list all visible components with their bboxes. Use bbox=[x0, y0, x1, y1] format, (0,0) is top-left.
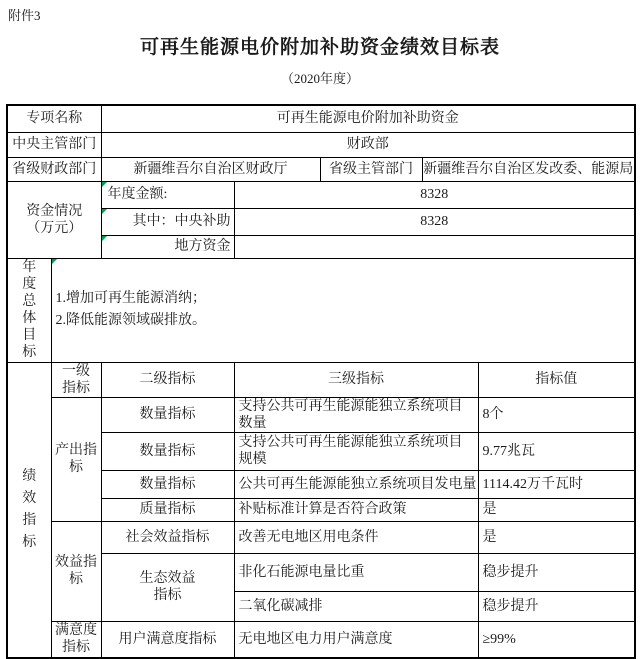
indicator-level3: 二氧化碳减排 bbox=[234, 591, 478, 621]
group-benefit-label: 效益指标 bbox=[51, 521, 101, 621]
group-satisfaction-label: 满意度指标 bbox=[51, 621, 101, 658]
row-annual-goal bbox=[7, 258, 635, 362]
perf-section-label-text: 绩效指标 bbox=[22, 468, 37, 550]
header-value: 指标值 bbox=[478, 362, 635, 397]
perf-row bbox=[7, 397, 635, 432]
group-output-label: 产出指标 bbox=[51, 397, 101, 521]
row-funding-local bbox=[7, 235, 635, 258]
indicator-level2: 质量指标 bbox=[101, 498, 234, 521]
header-level3: 三级指标 bbox=[234, 362, 478, 397]
funding-annual-value: 8328 bbox=[234, 181, 635, 208]
perf-row bbox=[7, 432, 635, 470]
funding-section-label: 资金情况 （万元） bbox=[7, 181, 101, 258]
indicator-value: 是 bbox=[478, 521, 635, 553]
indicator-level3: 支持公共可再生能源能独立系统项目数量 bbox=[234, 397, 478, 432]
project-name-label: 专项名称 bbox=[7, 105, 101, 132]
indicator-level3: 公共可再生能源能独立系统项目发电量 bbox=[234, 470, 478, 498]
indicator-level2: 数量指标 bbox=[101, 397, 234, 432]
central-dept-label: 中央主管部门 bbox=[7, 132, 101, 157]
annual-goal-content-cell bbox=[51, 258, 635, 362]
indicator-level2: 数量指标 bbox=[101, 470, 234, 498]
indicator-level2: 社会效益指标 bbox=[101, 521, 234, 553]
central-dept-value: 财政部 bbox=[101, 132, 635, 157]
funding-central-label-cell bbox=[101, 208, 234, 235]
funding-annual-label-cell bbox=[101, 181, 234, 208]
indicator-level3: 支持公共可再生能源能独立系统项目规模 bbox=[234, 432, 478, 470]
indicator-value: 是 bbox=[478, 498, 635, 521]
cell-flag-icon bbox=[102, 209, 107, 214]
funding-local-label-cell bbox=[101, 235, 234, 258]
indicator-level3: 改善无电地区用电条件 bbox=[234, 521, 478, 553]
funding-central-label: 其中：中央补助 bbox=[132, 214, 231, 229]
annual-goal-label-text: 年度总体目标 bbox=[22, 260, 37, 360]
prov-dept-label: 省级主管部门 bbox=[320, 157, 422, 181]
indicator-value: 1114.42万千瓦时 bbox=[478, 470, 635, 498]
indicator-level2: 数量指标 bbox=[101, 432, 234, 470]
perf-row bbox=[7, 498, 635, 521]
funding-local-label: 地方资金 bbox=[174, 239, 231, 254]
row-central-dept bbox=[7, 132, 635, 157]
perf-row bbox=[7, 621, 635, 658]
funding-local-value bbox=[234, 235, 635, 258]
funding-annual-label: 年度金额: bbox=[107, 187, 168, 202]
cell-flag-icon bbox=[102, 182, 107, 187]
prov-dept-value: 新疆维吾尔自治区发改委、能源局 bbox=[422, 157, 635, 181]
header-level1: 一级 指标 bbox=[51, 362, 101, 397]
row-funding-annual bbox=[7, 181, 635, 208]
funding-central-value: 8328 bbox=[234, 208, 635, 235]
indicator-level3: 无电地区电力用户满意度 bbox=[234, 621, 478, 658]
perf-section-label bbox=[7, 362, 51, 658]
indicator-level3: 非化石能源电量比重 bbox=[234, 553, 478, 591]
performance-target-table bbox=[6, 104, 636, 659]
indicator-value: 8个 bbox=[478, 397, 635, 432]
cell-flag-icon bbox=[52, 259, 57, 264]
row-project-name bbox=[7, 105, 635, 132]
header-level2: 二级指标 bbox=[101, 362, 234, 397]
indicator-level2: 生态效益 指标 bbox=[101, 553, 234, 621]
row-perf-header bbox=[7, 362, 635, 397]
indicator-value: 9.77兆瓦 bbox=[478, 432, 635, 470]
indicator-level2: 用户满意度指标 bbox=[101, 621, 234, 658]
row-provincial-depts bbox=[7, 157, 635, 181]
cell-flag-icon bbox=[102, 236, 107, 241]
prov-finance-value: 新疆维吾尔自治区财政厅 bbox=[101, 157, 320, 181]
indicator-value: ≥99% bbox=[478, 621, 635, 658]
perf-row bbox=[7, 470, 635, 498]
page-title: 可再生能源电价附加补助资金绩效目标表 bbox=[139, 37, 500, 58]
annual-goal-content: 1.增加可再生能源消纳； 2.降低能源领域碳排放。 bbox=[55, 291, 206, 328]
indicator-value: 稳步提升 bbox=[478, 553, 635, 591]
project-name-value: 可再生能源电价附加补助资金 bbox=[101, 105, 635, 132]
indicator-value: 稳步提升 bbox=[478, 591, 635, 621]
page-subtitle: （2020年度） bbox=[280, 71, 359, 86]
indicator-level3: 补贴标准计算是否符合政策 bbox=[234, 498, 478, 521]
attachment-label: 附件3 bbox=[8, 8, 41, 23]
annual-goal-label bbox=[7, 258, 51, 362]
prov-finance-label: 省级财政部门 bbox=[7, 157, 101, 181]
row-funding-central bbox=[7, 208, 635, 235]
perf-row bbox=[7, 553, 635, 591]
perf-row bbox=[7, 521, 635, 553]
